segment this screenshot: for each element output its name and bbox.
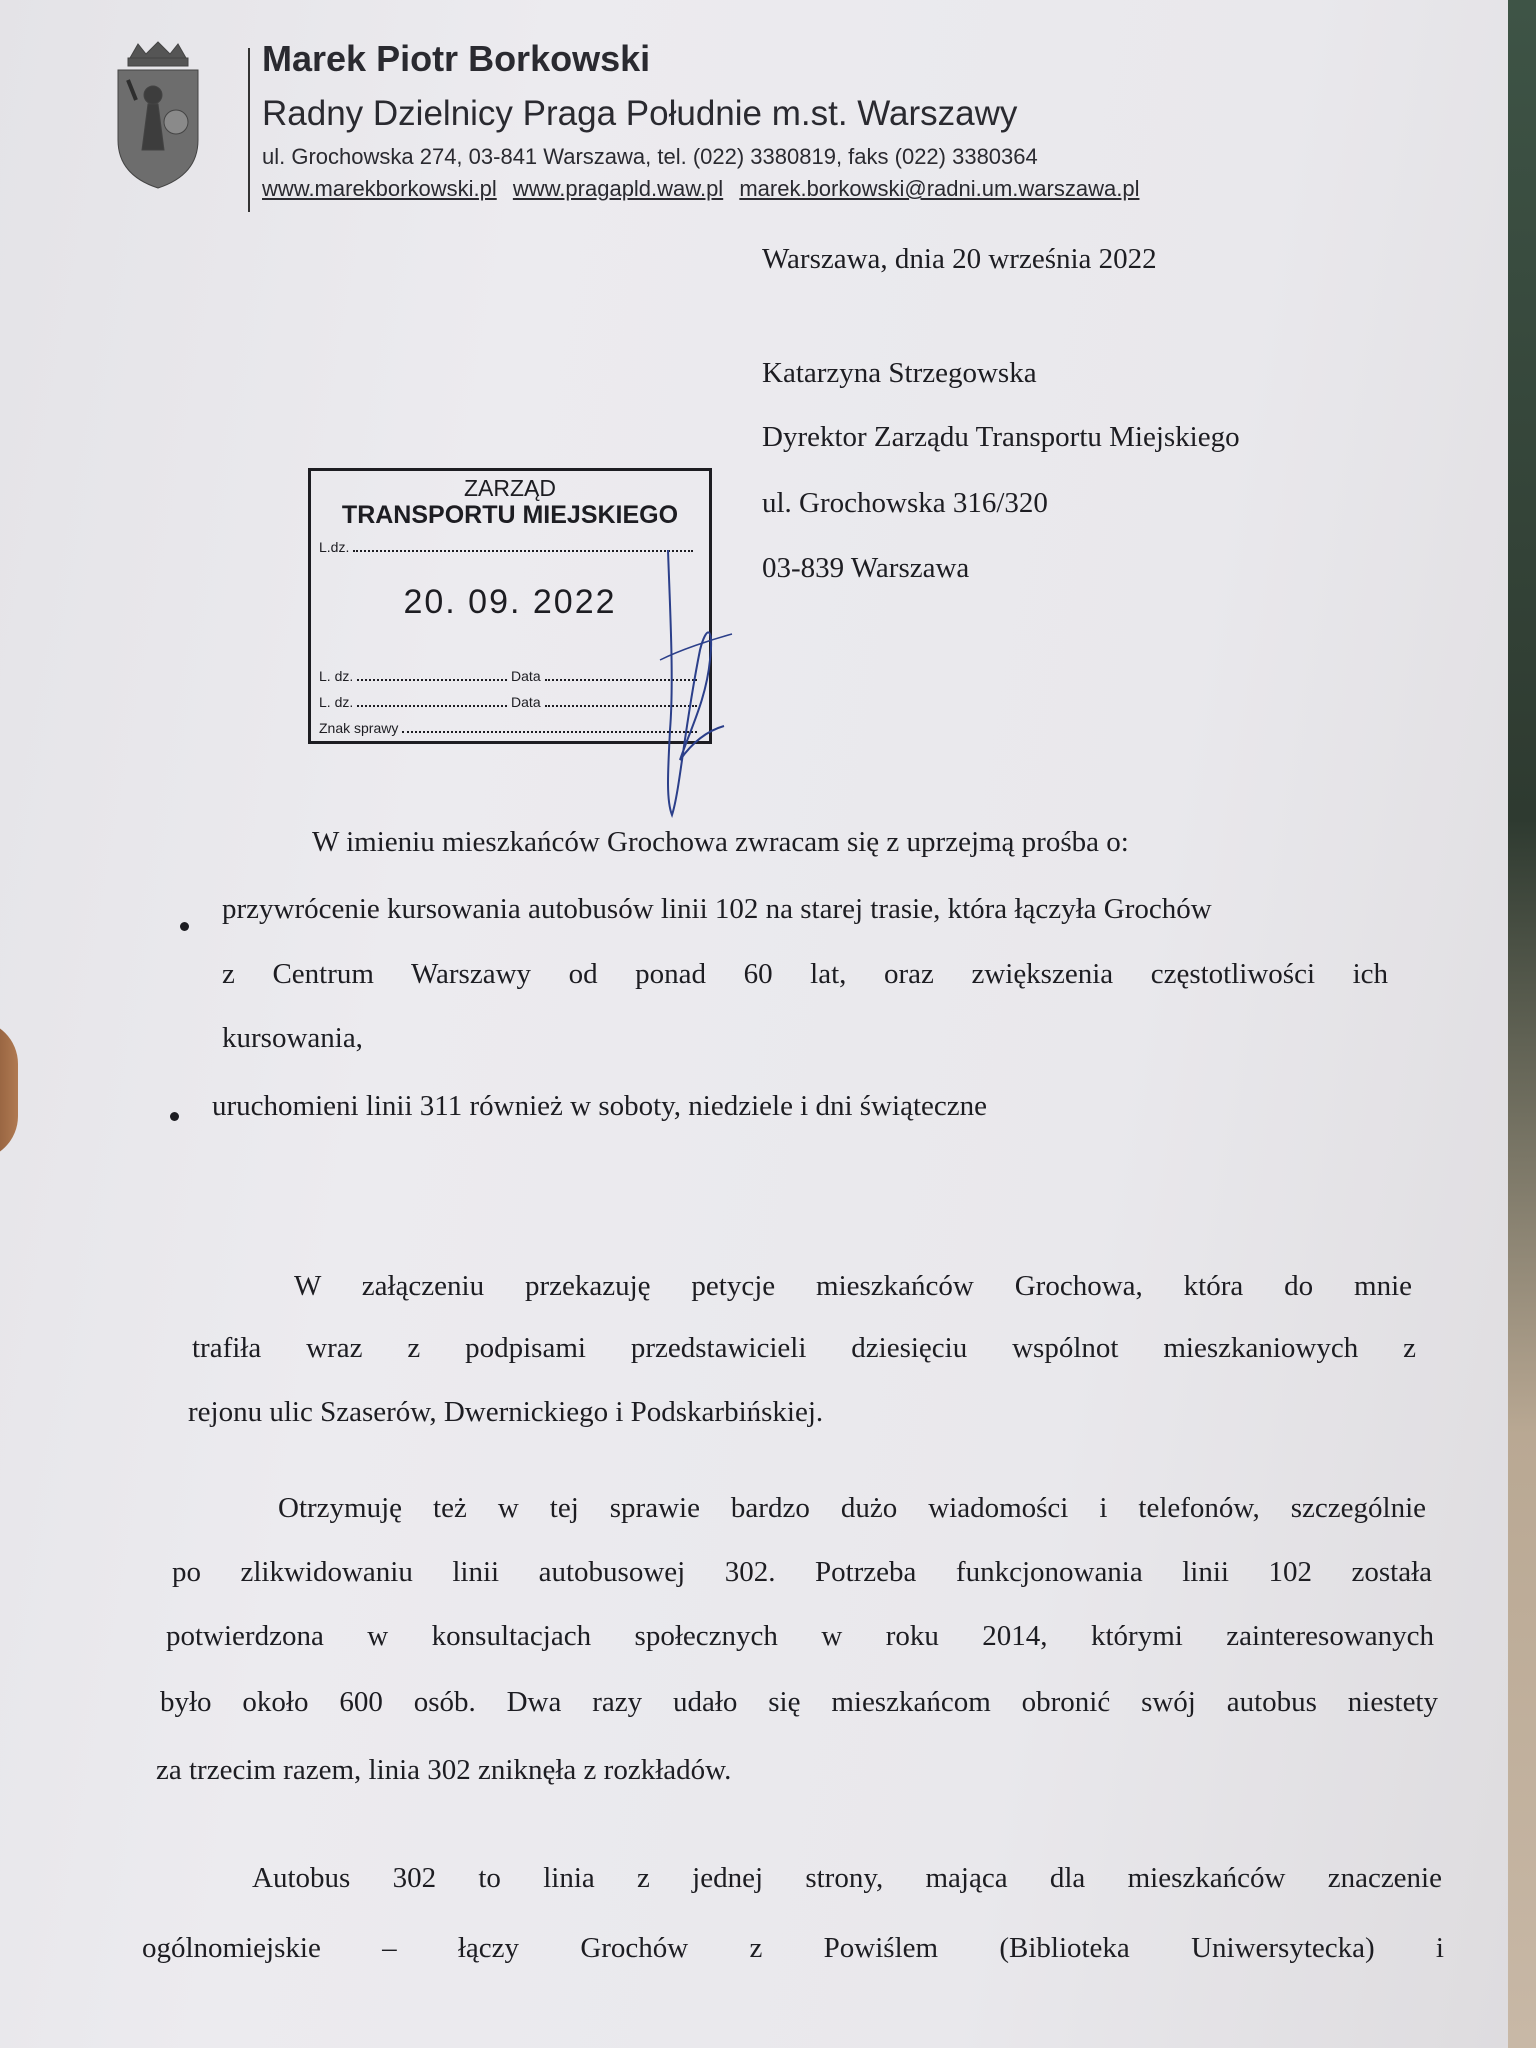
letterhead-address: ul. Grochowska 274, 03-841 Warszawa, tel. (022) 3380819, faks (022) 3380364 bbox=[262, 144, 1038, 169]
letterhead-links bbox=[262, 176, 1149, 202]
para1-line2: trafiła wraz z podpisami przedstawicieli dziesięciu wspólnot mieszkaniowych z bbox=[192, 1332, 1416, 1364]
district-website-link[interactable]: www.pragapld.waw.pl bbox=[512, 176, 724, 201]
stamp-ldz-label: L.dz. bbox=[319, 539, 350, 555]
para2-line5: za trzecim razem, linia 302 zniknęła z rozkładów. bbox=[156, 1754, 732, 1786]
letterhead-name: Marek Piotr Borkowski bbox=[262, 38, 651, 79]
bullet1-line3: kursowania, bbox=[222, 1022, 363, 1054]
bullet1-line1: przywrócenie kursowania autobusów linii 102 na starej trasie, która łączyła Grochów bbox=[222, 893, 1212, 925]
para2-line4: było około 600 osób. Dwa razy udało się mieszkańcom obronić swój autobus niestety bbox=[160, 1686, 1438, 1718]
intro-line: W imieniu mieszkańców Grochowa zwracam się z uprzejmą prośba o: bbox=[312, 826, 1129, 858]
recipient-title: Dyrektor Zarządu Transportu Miejskiego bbox=[762, 421, 1240, 453]
letterhead-divider bbox=[248, 48, 250, 212]
recipient-city: 03-839 Warszawa bbox=[762, 552, 970, 584]
stamp-row-3: Znak sprawy bbox=[319, 719, 701, 736]
bullet2-line: uruchomieni linii 311 również w soboty, niedziele i dni świąteczne bbox=[212, 1090, 987, 1122]
stamp-row-1: L. dz. Data bbox=[319, 667, 701, 684]
date-line: Warszawa, dnia 20 września 2022 bbox=[762, 243, 1157, 275]
email-link[interactable]: marek.borkowski@radni.um.warszawa.pl bbox=[739, 176, 1140, 201]
para1-line3: rejonu ulic Szaserów, Dwernickiego i Podskarbińskiej. bbox=[188, 1396, 824, 1428]
recipient-street: ul. Grochowska 316/320 bbox=[762, 487, 1048, 519]
para3-line1: Autobus 302 to linia z jednej strony, mająca dla mieszkańców znaczenie bbox=[252, 1862, 1442, 1894]
para1-line1: W załączeniu przekazuję petycje mieszkańców Grochowa, która do mnie bbox=[294, 1270, 1412, 1302]
stamp-line1: ZARZĄD bbox=[464, 475, 556, 501]
bullet-dot bbox=[180, 922, 189, 931]
website-link[interactable]: www.marekborkowski.pl bbox=[262, 176, 497, 201]
para3-line2: ogólnomiejskie – łączy Grochów z Powiślem (Biblioteka Uniwersytecka) i bbox=[142, 1932, 1444, 1964]
recipient-name: Katarzyna Strzegowska bbox=[762, 357, 1037, 389]
stamp-date: 20. 09. 2022 bbox=[403, 583, 617, 621]
warsaw-crest-icon bbox=[108, 40, 208, 190]
para2-line2: po zlikwidowaniu linii autobusowej 302. Potrzeba funkcjonowania linii 102 została bbox=[172, 1556, 1432, 1588]
stamp-line2: TRANSPORTU MIEJSKIEGO bbox=[341, 501, 679, 529]
letterhead-role: Radny Dzielnicy Praga Południe m.st. Warszawy bbox=[262, 94, 1018, 133]
bullet-dot bbox=[170, 1112, 179, 1121]
stamp-row-2: L. dz. Data bbox=[319, 693, 701, 710]
para2-line3: potwierdzona w konsultacjach społecznych w roku 2014, którymi zainteresowanych bbox=[166, 1620, 1434, 1652]
para2-line1: Otrzymuję też w tej sprawie bardzo dużo wiadomości i telefonów, szczególnie bbox=[278, 1492, 1426, 1524]
signature-icon bbox=[640, 530, 740, 820]
bullet1-line2: z Centrum Warszawy od ponad 60 lat, oraz zwiększenia częstotliwości ich bbox=[222, 958, 1388, 990]
